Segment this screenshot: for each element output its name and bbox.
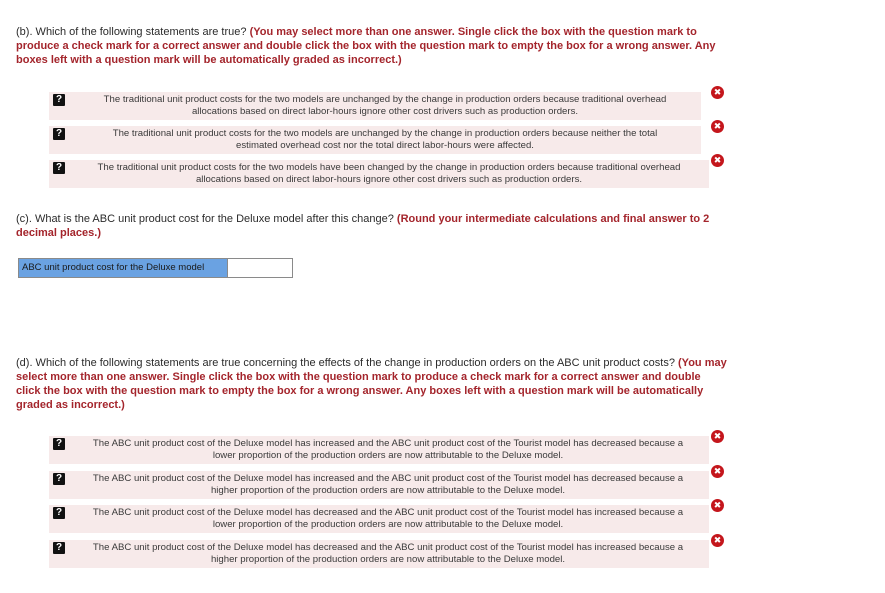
part-b-option-3 bbox=[49, 160, 709, 188]
part-c-question-text: (c). What is the ABC unit product cost for the Deluxe model after this change? bbox=[16, 213, 394, 225]
incorrect-icon: ✖ bbox=[711, 499, 724, 512]
option-text bbox=[67, 507, 709, 531]
part-d-question bbox=[16, 356, 728, 412]
incorrect-icon: ✖ bbox=[711, 154, 724, 167]
question-mark-checkbox[interactable]: ? bbox=[53, 162, 65, 174]
abc-cost-label: ABC unit product cost for the Deluxe model bbox=[19, 259, 228, 277]
option-line: allocations based on direct labor-hours ignore other cost drivers such as production orders. bbox=[191, 106, 579, 117]
part-d-instruction: (You may select more than one answer. Single click the box with the question mark to produce a check mark for a correct answer and double click the box with the question mark to empty the box for a wrong answer. Any boxes left with a question mark will be automatically graded as incorrect.) bbox=[16, 357, 727, 411]
part-b-option-2 bbox=[49, 126, 701, 154]
option-text bbox=[67, 542, 709, 566]
part-c-question bbox=[16, 212, 728, 240]
abc-cost-row bbox=[18, 258, 293, 278]
option-line: The ABC unit product cost of the Deluxe model has increased and the ABC unit product cost of the Tourist model has decreased because a bbox=[92, 438, 684, 449]
incorrect-icon: ✖ bbox=[711, 430, 724, 443]
part-d-option-4 bbox=[49, 540, 709, 568]
option-line: The ABC unit product cost of the Deluxe model has decreased and the ABC unit product cost of the Tourist model has increased because a bbox=[92, 507, 684, 518]
part-b-question-text: (b). Which of the following statements are true? bbox=[16, 26, 247, 38]
option-line: The traditional unit product costs for the two models have been changed by the change in production orders because traditional overhead bbox=[97, 162, 681, 173]
incorrect-icon: ✖ bbox=[711, 120, 724, 133]
part-d-option-2 bbox=[49, 471, 709, 499]
option-line: The ABC unit product cost of the Deluxe model has increased and the ABC unit product cost of the Tourist model has decreased because a bbox=[92, 473, 684, 484]
question-mark-checkbox[interactable]: ? bbox=[53, 507, 65, 519]
option-line: higher proportion of the production orders are now attributable to the Deluxe model. bbox=[210, 485, 566, 496]
question-mark-checkbox[interactable]: ? bbox=[53, 128, 65, 140]
option-text bbox=[69, 162, 709, 186]
option-line: The traditional unit product costs for the two models are unchanged by the change in production orders because traditional overhead bbox=[103, 94, 667, 105]
option-text bbox=[67, 438, 709, 462]
option-text bbox=[73, 128, 697, 152]
incorrect-icon: ✖ bbox=[711, 465, 724, 478]
question-mark-checkbox[interactable]: ? bbox=[53, 542, 65, 554]
option-line: allocations based on direct labor-hours ignore other cost drivers such as production orders. bbox=[195, 174, 583, 185]
part-c-instruction: (Round your intermediate calculations and final answer to 2 decimal places.) bbox=[16, 213, 710, 239]
incorrect-icon: ✖ bbox=[711, 86, 724, 99]
part-b-option-1 bbox=[49, 92, 701, 120]
option-line: The ABC unit product cost of the Deluxe model has decreased and the ABC unit product cost of the Tourist model has increased because a bbox=[92, 542, 684, 553]
part-d-option-3 bbox=[49, 505, 709, 533]
part-d-option-1 bbox=[49, 436, 709, 464]
part-d-question-text: (d). Which of the following statements are true concerning the effects of the change in production orders on the ABC unit product costs? bbox=[16, 357, 675, 369]
question-mark-checkbox[interactable]: ? bbox=[53, 438, 65, 450]
option-text bbox=[67, 473, 709, 497]
question-mark-checkbox[interactable]: ? bbox=[53, 94, 65, 106]
option-line: The traditional unit product costs for the two models are unchanged by the change in production orders because neither the total bbox=[112, 128, 658, 139]
part-b-question bbox=[16, 25, 728, 67]
incorrect-icon: ✖ bbox=[711, 534, 724, 547]
part-b-instruction: (You may select more than one answer. Single click the box with the question mark to produce a check mark for a correct answer and double click the box with the question mark to empty the box for a wrong answer. Any boxes left with a question mark will be automatically graded as incorrect.) bbox=[16, 26, 716, 66]
option-line: lower proportion of the production orders are now attributable to the Deluxe model. bbox=[212, 450, 564, 461]
option-text bbox=[73, 94, 697, 118]
option-line: lower proportion of the production orders are now attributable to the Deluxe model. bbox=[212, 519, 564, 530]
option-line: estimated overhead cost nor the total direct labor-hours were affected. bbox=[236, 140, 534, 151]
question-mark-checkbox[interactable]: ? bbox=[53, 473, 65, 485]
option-line: higher proportion of the production orders are now attributable to the Deluxe model. bbox=[210, 554, 566, 565]
abc-cost-input[interactable] bbox=[229, 259, 292, 277]
